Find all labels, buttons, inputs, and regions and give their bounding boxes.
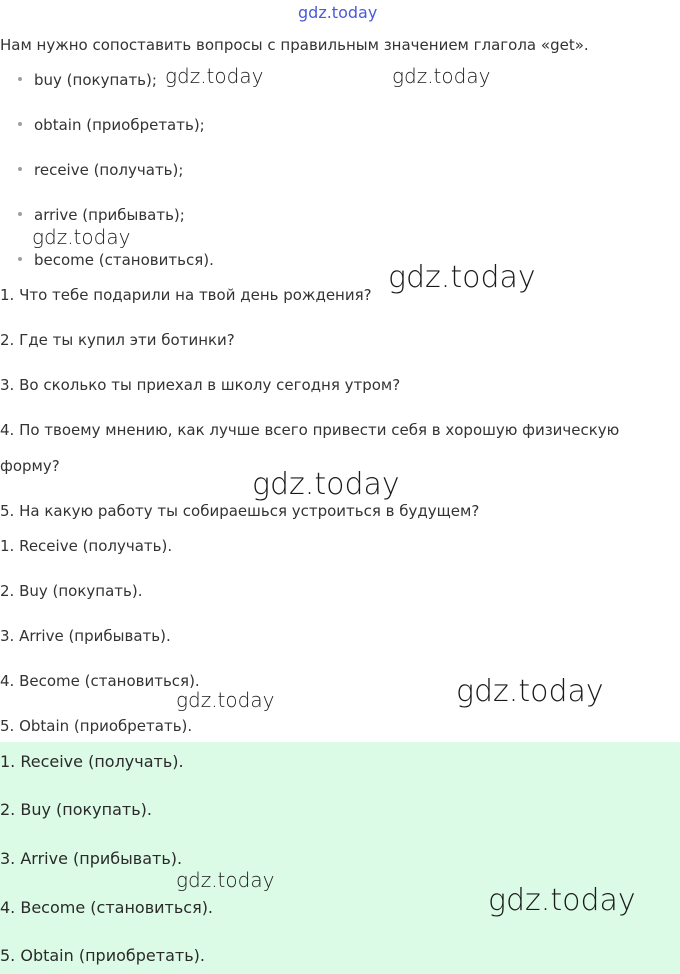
watermark: gdz.today <box>32 225 131 249</box>
question-item: 4. По твоему мнению, как лучше всего привести себя в хорошую физическую <box>0 421 620 439</box>
question-item: 2. Где ты купил эти ботинки? <box>0 331 235 349</box>
list-item <box>18 250 214 270</box>
bullet-icon <box>18 122 22 126</box>
list-item <box>18 115 205 135</box>
answer-item: 2. Buy (покупать). <box>0 582 143 600</box>
question-item: 5. На какую работу ты собираешься устроиться в будущем? <box>0 502 480 520</box>
watermark: gdz.today <box>165 64 264 88</box>
site-watermark-top: gdz.today <box>298 3 378 22</box>
bullet-icon <box>18 212 22 216</box>
bullet-icon <box>18 167 22 171</box>
meaning-text: buy (покупать); <box>34 71 157 89</box>
final-answer-item: 2. Buy (покупать). <box>0 800 152 819</box>
bullet-icon <box>18 257 22 261</box>
meaning-text: arrive (прибывать); <box>34 206 185 224</box>
answer-item: 5. Obtain (приобретать). <box>0 717 193 735</box>
answer-item: 4. Become (становиться). <box>0 672 200 690</box>
watermark: gdz.today <box>176 688 275 712</box>
watermark: gdz.today <box>392 64 491 88</box>
meaning-text: obtain (приобретать); <box>34 116 205 134</box>
final-answer-item: 1. Receive (получать). <box>0 752 184 771</box>
list-item <box>18 160 183 180</box>
watermark: gdz.today <box>252 467 400 502</box>
final-answer-item: 3. Arrive (прибывать). <box>0 849 183 868</box>
meaning-text: become (становиться). <box>34 251 214 269</box>
list-item <box>18 205 185 225</box>
answer-item: 3. Arrive (прибывать). <box>0 627 171 645</box>
meaning-text: receive (получать); <box>34 161 184 179</box>
final-answer-item: 5. Obtain (приобретать). <box>0 946 205 965</box>
intro-text: Нам нужно сопоставить вопросы с правильным значением глагола «get». <box>0 36 589 54</box>
list-item <box>18 70 157 90</box>
watermark: gdz.today <box>456 674 604 709</box>
answer-item: 1. Receive (получать). <box>0 537 173 555</box>
question-item: 1. Что тебе подарили на твой день рождения? <box>0 286 372 304</box>
watermark: gdz.today <box>176 868 275 892</box>
watermark: gdz.today <box>488 883 636 918</box>
final-answer-box <box>0 742 680 974</box>
question-item-continuation: форму? <box>0 457 60 475</box>
final-answer-item: 4. Become (становиться). <box>0 898 214 917</box>
bullet-icon <box>18 77 22 81</box>
question-item: 3. Во сколько ты приехал в школу сегодня утром? <box>0 376 401 394</box>
watermark: gdz.today <box>388 260 536 295</box>
